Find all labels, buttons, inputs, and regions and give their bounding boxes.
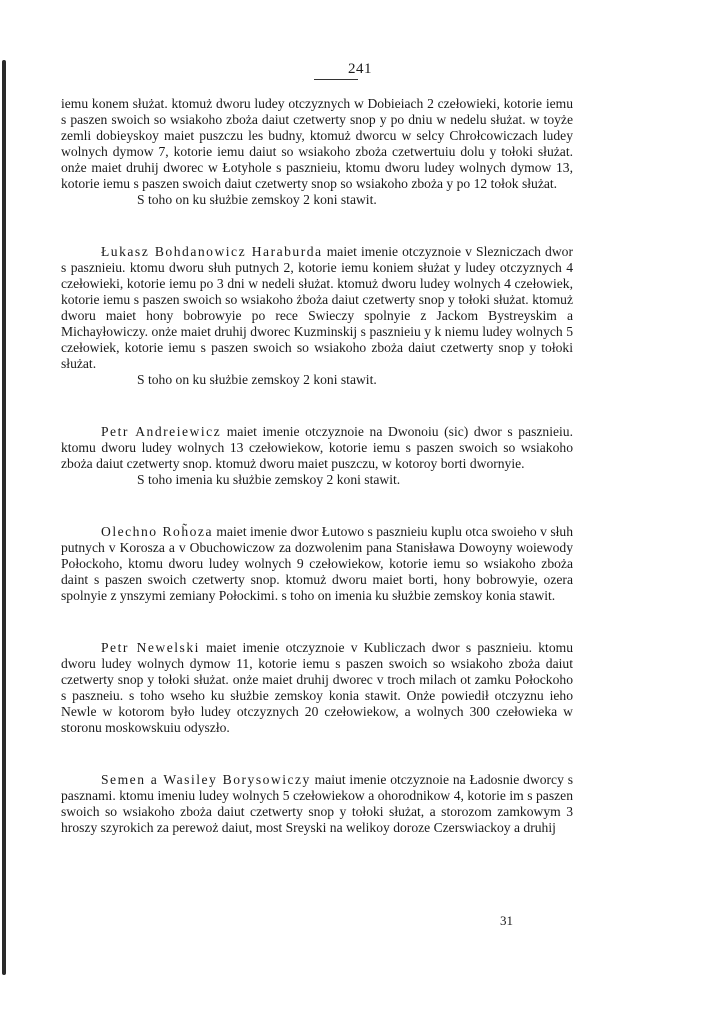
- entry-lead: Petr Andreiewicz: [101, 424, 222, 439]
- entry-levy: S toho on ku służbie zemskoy 2 koni stawit.: [137, 192, 377, 207]
- entry-text: maiet imenie otczyznoie na Dwonoiu (sic) dwor s pasznieiu. ktomu dworu ludey wolnych 13 czełowiekow, kotorie iemu s paszen swoich so wsiakoho zboża daiut czetwerty snop. ktomuż dworu maiet puszczu, w kotoroy borti dwornyie.: [61, 424, 573, 471]
- page-body: [61, 96, 573, 836]
- entry-text: maiet imenie dwor Łutowo s pasznieiu kuplu otca swoieho v słuh putnych v Korosza a v Obuchowiczow za dozwolenim pana Stanisława Dowoyny woiewody Połockoho, ktomu dworu ludey wolnych 9 czełowiekow, kotorie iemu so wsiakoho zboża daint s paszen swoich czetwerty snop. ktomuż dworu maiet borti, hony bobrowyie, ozera spolnyie z ynszymi zemiany Połockimi. s toho on imenia ku służbie zemskoy konia stawit.: [61, 524, 573, 603]
- entry-paragraph: [61, 244, 573, 372]
- entry-lead: Semen a Wasiley Borysowiczy: [101, 772, 311, 787]
- entry-paragraph: [61, 772, 573, 836]
- entry-lead: Petr Newelski: [101, 640, 200, 655]
- entry-gap: [61, 604, 573, 640]
- page-number: 241: [348, 61, 372, 77]
- entry-paragraph: [61, 424, 573, 472]
- entry-lead: Łukasz Bohdanowicz Haraburda: [101, 244, 323, 259]
- page-number-rule: [314, 79, 358, 80]
- entry-paragraph: [61, 524, 573, 604]
- sheet-signature: 31: [500, 913, 513, 928]
- entry-paragraph: [61, 640, 573, 736]
- entry-gap: [61, 488, 573, 524]
- entry-gap: [61, 388, 573, 424]
- entry-gap: [61, 736, 573, 772]
- entry-gap: [61, 208, 573, 244]
- entry-text: iemu konem służat. ktomuż dworu ludey otczyznych w Dobieiach 2 czełowieki, kotorie iemu s paszen swoich so wsiakoho zboża daiut czetwerty snop y po dniu w nedelu służat. w toyże zemli dobieyskoy maiet puszczu les budny, ktomuż dworcu w selcy Chrołcowiczach ludey wolnych dymow 7, kotorie iemu daiut so wsiakoho zboża czetwertuiu dolu y tołoki służat. onże maiet druhij dworec w Łotyhole s pasznieiu, ktomu dworu ludey wolnych dymow 13, kotorie iemu s paszen swoich daiut czetwerty snop so wsiakoho zboża y po 12 tołok służat.: [61, 96, 573, 191]
- entry-levy: S toho on ku służbie zemskoy 2 koni stawit.: [137, 372, 377, 387]
- entry-text: maiet imenie otczyznoie v Slezniczach dwor s pasznieiu. ktomu dworu słuh putnych 2, kotorie iemu koniem służat y ludey otczyznych 4 czełowieki, kotorie iemu po 3 dni w nedeli służat. ktomuż dworu ludey wolnych 4 czełowiek, kotorie iemu s paszen swoich so wsiakoho żboża daiut czetwerty snop y tołoki służat. ktomuż dworu maiet hony bobrowyie po rece Swieczy spolnyie z Jackom Bystreyskim a Michayłowiczy. onże maiet druhij dworec Kuzminskij s pasznieiu y k niemu ludey wolnych 5 czełowiek, kotorie iemu s paszen swoich so wsiakoho zboża daiut czetwerty snop y tołoki służat.: [61, 244, 573, 371]
- entry-text: maiet imenie otczyznoie v Kubliczach dwor s pasznieiu. ktomu dworu ludey wolnych dymow 11, kotorie iemu s paszen swoich so wsiakoho zboża daiut czetwerty snop y tołoki służat. onże maiet druhij dworec v troch milach ot zamku Połockoho s paszneiu. s toho wseho ku służbie zemskoy konia stawit. Onże powiedił otczyznu ieho Newle w kotorom było ludey otczyznych 20 czełowiekow, a wolnych 300 czełowieka w storonu moskowskuiu odyszło.: [61, 640, 573, 735]
- entry-levy: S toho imenia ku służbie zemskoy 2 koni stawit.: [137, 472, 401, 487]
- entry-text: maiut imenie otczyznoie na Ładosnie dworcy s pasznami. ktomu imeniu ludey wolnych 5 czełowiekow a ohorodnikow 4, kotorie im s paszen swoich so wsiakoho zboża daiut czetwerty snop y tołoki służat, a storozom zamkowym 3 hroszy szyrokich za perewoż daiut, most Sreyski na welikoy doroze Czerswiackoy a druhij: [61, 772, 573, 835]
- entry-lead: Olechno Roh̃oza: [101, 524, 213, 539]
- entry-paragraph: [61, 96, 573, 192]
- page-edge-shadow: [2, 60, 6, 975]
